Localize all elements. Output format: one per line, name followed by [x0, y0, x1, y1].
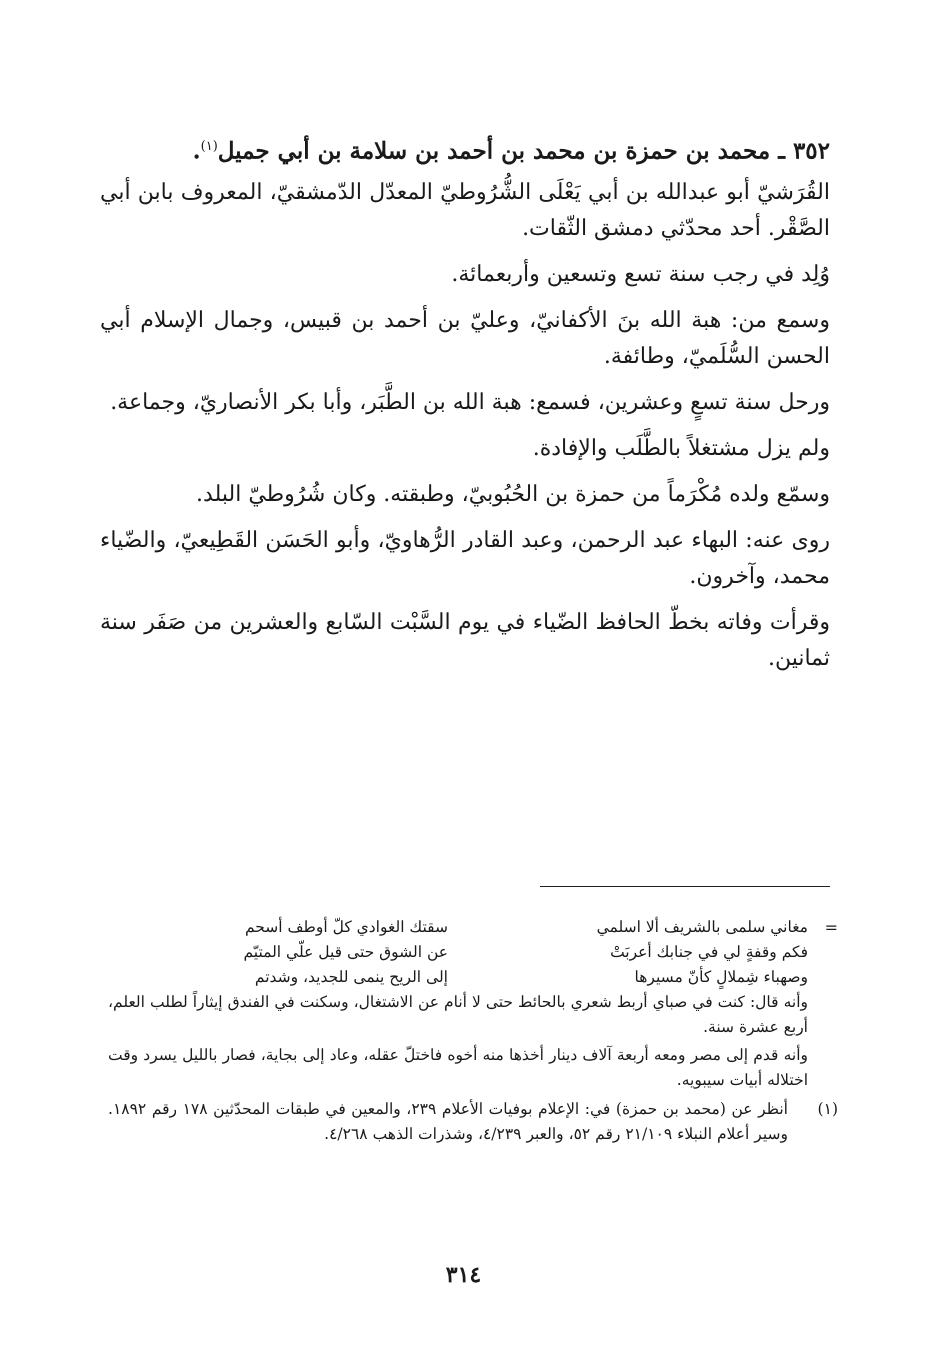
footnote-1: [108, 1097, 838, 1147]
paragraph: ورحل سنة تسعٍ وعشرين، فسمع: هبة الله بن الطَّبَر، وأبا بكر الأنصاريّ، وجماعة.: [110, 389, 830, 415]
footnote-paragraph: وأنه قدم إلى مصر ومعه أربعة آلاف دينار أخذها منه أخوه فاختلّ عقله، وعاد إلى بجاية، فصار بالليل يسرد وقت اختلاله أبيات سيبويه.: [108, 1046, 808, 1089]
poem-line: [108, 965, 808, 990]
paragraph: روى عنه: البهاء عبد الرحمن، وعبد القادر الرُّهاويّ، وأبو الحَسَن القَطِيعيّ، والضّياء محمد، وآخرون.: [100, 527, 830, 589]
paragraph: وسمع من: هبة الله بنَ الأكفانيّ، وعليّ بن أحمد بن قبيس، وجمال الإسلام أبي الحسن السُّلَميّ، وطائفة.: [100, 307, 830, 369]
paragraph: وُلِد في رجب سنة تسع وتسعين وأربعمائة.: [451, 261, 830, 287]
heading-end: .: [192, 137, 201, 165]
poem-hemistich-first: فكم وقفةٍ لي في جنابك أعربَتْ: [610, 943, 808, 961]
main-text: [100, 128, 830, 687]
footnote-reference: (١): [200, 139, 218, 154]
footnote-paragraph: وأنه قال: كنت في صباي أربط شعري بالحائط حتى لا أنام عن الاشتغال، وسكنت في الفندق إيثاراً لطلب العلم، أربع عشرة سنة.: [108, 993, 808, 1036]
footnote-number: (١): [817, 1100, 838, 1118]
paragraph: القُرَشيّ أبو عبدالله بن أبي يَعْلَى الشُّرُوطيّ المعدّل الدّمشقيّ، المعروف بابن أبي الصَّقْر. أحد محدّثي دمشق الثّقات.: [100, 179, 830, 241]
entry-heading-text: ٣٥٢ ـ محمد بن حمزة بن محمد بن أحمد بن سلامة بن أبي جميل: [217, 137, 830, 165]
page-number: ٣١٤: [445, 1262, 482, 1288]
footnote-divider: [540, 886, 830, 887]
poem-block: [108, 915, 838, 990]
paragraph: وسمّع ولده مُكْرَماً من حمزة بن الحُبُوبيّ، وطبقته. وكان شُرُوطيّ البلد.: [196, 481, 830, 507]
paragraph: وقرأت وفاته بخطّ الحافظ الضّياء في يوم السَّبْت السّابع والعشرين من صَفَر سنة ثمانين.: [100, 609, 830, 671]
poem-hemistich-second: إلى الريح ينمى للجديد، وشدتم: [254, 968, 448, 986]
entry-heading: [100, 128, 830, 171]
footnote-text: أنظر عن (محمد بن حمزة) في: الإعلام بوفيات الأعلام ٢٣٩، والمعين في طبقات المحدّثين ١٧٨ رقم ١٨٩٢. وسير أعلام النبلاء ٢١/١٠٩ رقم ٥٢، والعبر ٤/٢٣٩، وشذرات الذهب ٤/٢٦٨.: [108, 1100, 788, 1143]
poem-line: [108, 915, 808, 940]
poem-hemistich-second: عن الشوق حتى قيل علّي المتيّم: [243, 943, 448, 961]
footnotes: [108, 915, 838, 1147]
paragraph: ولم يزل مشتغلاً بالطَّلَب والإفادة.: [532, 435, 830, 461]
poem-hemistich-second: سقتك الغوادي كلّ أوطف أسحم: [244, 918, 448, 936]
poem-hemistich-first: وصهباء شِملالٍ كأنّ مسيرها: [634, 968, 808, 986]
poem-line: [108, 940, 808, 965]
continuation-mark: =: [824, 918, 838, 937]
poem-hemistich-first: مغاني سلمى بالشريف ألا اسلمي: [596, 918, 808, 936]
